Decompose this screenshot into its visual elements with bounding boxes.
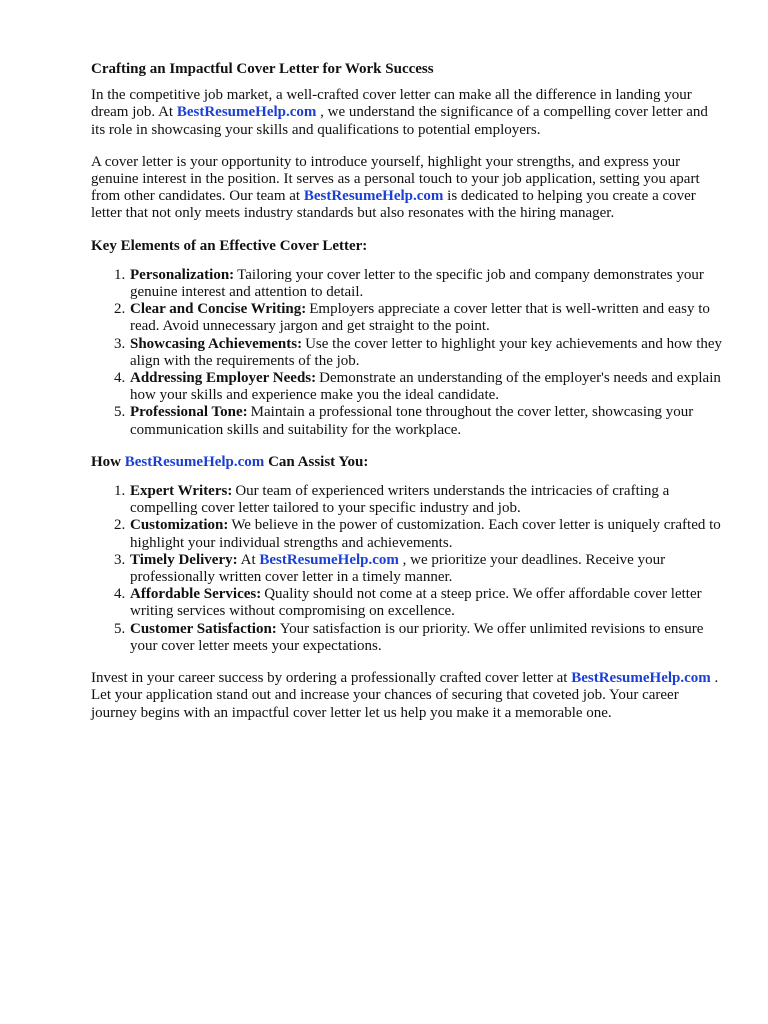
document-body — [91, 61, 723, 737]
list-item-term: Customer Satisfaction: — [130, 620, 277, 637]
list-item-term: Clear and Concise Writing: — [130, 301, 307, 318]
site-link[interactable]: BestResumeHelp.com — [176, 104, 317, 121]
intro-text-before: In the competitive job market, a well-crafted cover letter can make all the difference in landing your dream job. At — [91, 87, 692, 121]
list-item-text-after: , we prioritize your deadlines. Receive your professionally written cover letter in a timely manner. — [130, 551, 666, 586]
site-link[interactable]: BestResumeHelp.com — [571, 670, 711, 687]
list-item — [129, 552, 723, 586]
list-item-text-before: At — [240, 551, 260, 568]
list-item-term: Timely Delivery: — [130, 551, 238, 568]
list-item-text: Quality should not come at a steep price. We offer affordable cover letter writing services without compromising on excellence. — [130, 586, 702, 620]
closing-text-before: Invest in your career success by ordering a professionally crafted cover letter at — [91, 670, 572, 687]
list-item-term: Showcasing Achievements: — [130, 335, 303, 352]
list-item — [129, 301, 723, 335]
intro-paragraph — [91, 87, 723, 139]
key-elements-list — [91, 267, 723, 439]
site-link[interactable]: BestResumeHelp.com — [124, 453, 265, 470]
list-item-term: Affordable Services: — [130, 586, 262, 603]
list-item-text: Your satisfaction is our priority. We offer unlimited revisions to ensure your cover letter meets your expectations. — [130, 620, 704, 654]
intro-text-after: , we understand the significance of a compelling cover letter and its role in showcasing your skills and qualifications to potential employers. — [91, 104, 708, 138]
key-elements-heading: Key Elements of an Effective Cover Letter: — [91, 237, 368, 254]
list-item — [129, 517, 723, 551]
assist-heading-after: Can Assist You: — [264, 453, 369, 470]
list-item-text: Employers appreciate a cover letter that is well-written and easy to read. Avoid unnecessary jargon and get straight to the point. — [130, 301, 710, 335]
overview-paragraph — [91, 154, 723, 223]
overview-text-after: is dedicated to helping you create a cover letter that not only meets industry standards but also resonates with the hiring manager. — [91, 188, 696, 222]
assist-heading-before: How — [91, 453, 125, 470]
list-item-text: Our team of experienced writers understands the intricacies of crafting a compelling cover letter tailored to your specific industry and job. — [130, 483, 670, 517]
list-item — [129, 370, 723, 404]
list-item-term: Customization: — [130, 517, 229, 534]
site-link[interactable]: BestResumeHelp.com — [259, 551, 399, 568]
list-item — [129, 404, 723, 438]
overview-text-before: A cover letter is your opportunity to introduce yourself, highlight your strengths, and express your genuine interest in the position. It serves as a personal touch to your job application, setting you apart from other candidates. Our team at — [91, 153, 700, 205]
list-item-term: Personalization: — [130, 266, 235, 283]
list-item — [129, 483, 723, 517]
list-item-text: Use the cover letter to highlight your key achievements and how they align with the requirements of the job. — [130, 335, 723, 369]
list-item-term: Professional Tone: — [130, 404, 248, 421]
list-item-text: Demonstrate an understanding of the employer's needs and explain how your skills and experience make you the ideal candidate. — [130, 370, 721, 404]
list-item-term: Expert Writers: — [130, 483, 233, 500]
closing-text-after: . Let your application stand out and increase your chances of securing that coveted job. Your career journey begins with an impactful cover letter let us help you make it a memorable one. — [91, 670, 719, 721]
list-item-term: Addressing Employer Needs: — [130, 370, 317, 387]
list-item — [129, 621, 723, 655]
closing-paragraph — [91, 670, 723, 722]
list-item-text: Maintain a professional tone throughout the cover letter, showcasing your communication skills and suitability for the workplace. — [130, 404, 694, 438]
list-item-text: Tailoring your cover letter to the specific job and company demonstrates your genuine interest and attention to detail. — [130, 266, 704, 301]
page-title: Crafting an Impactful Cover Letter for Work Success — [91, 61, 434, 77]
list-item — [129, 267, 723, 301]
list-item — [129, 336, 723, 370]
list-item — [129, 586, 723, 620]
assist-heading — [91, 454, 723, 471]
site-link[interactable]: BestResumeHelp.com — [303, 188, 444, 205]
list-item-text: We believe in the power of customization. Each cover letter is uniquely crafted to highlight your individual strengths and achievements. — [130, 517, 721, 551]
assist-list — [91, 483, 723, 655]
